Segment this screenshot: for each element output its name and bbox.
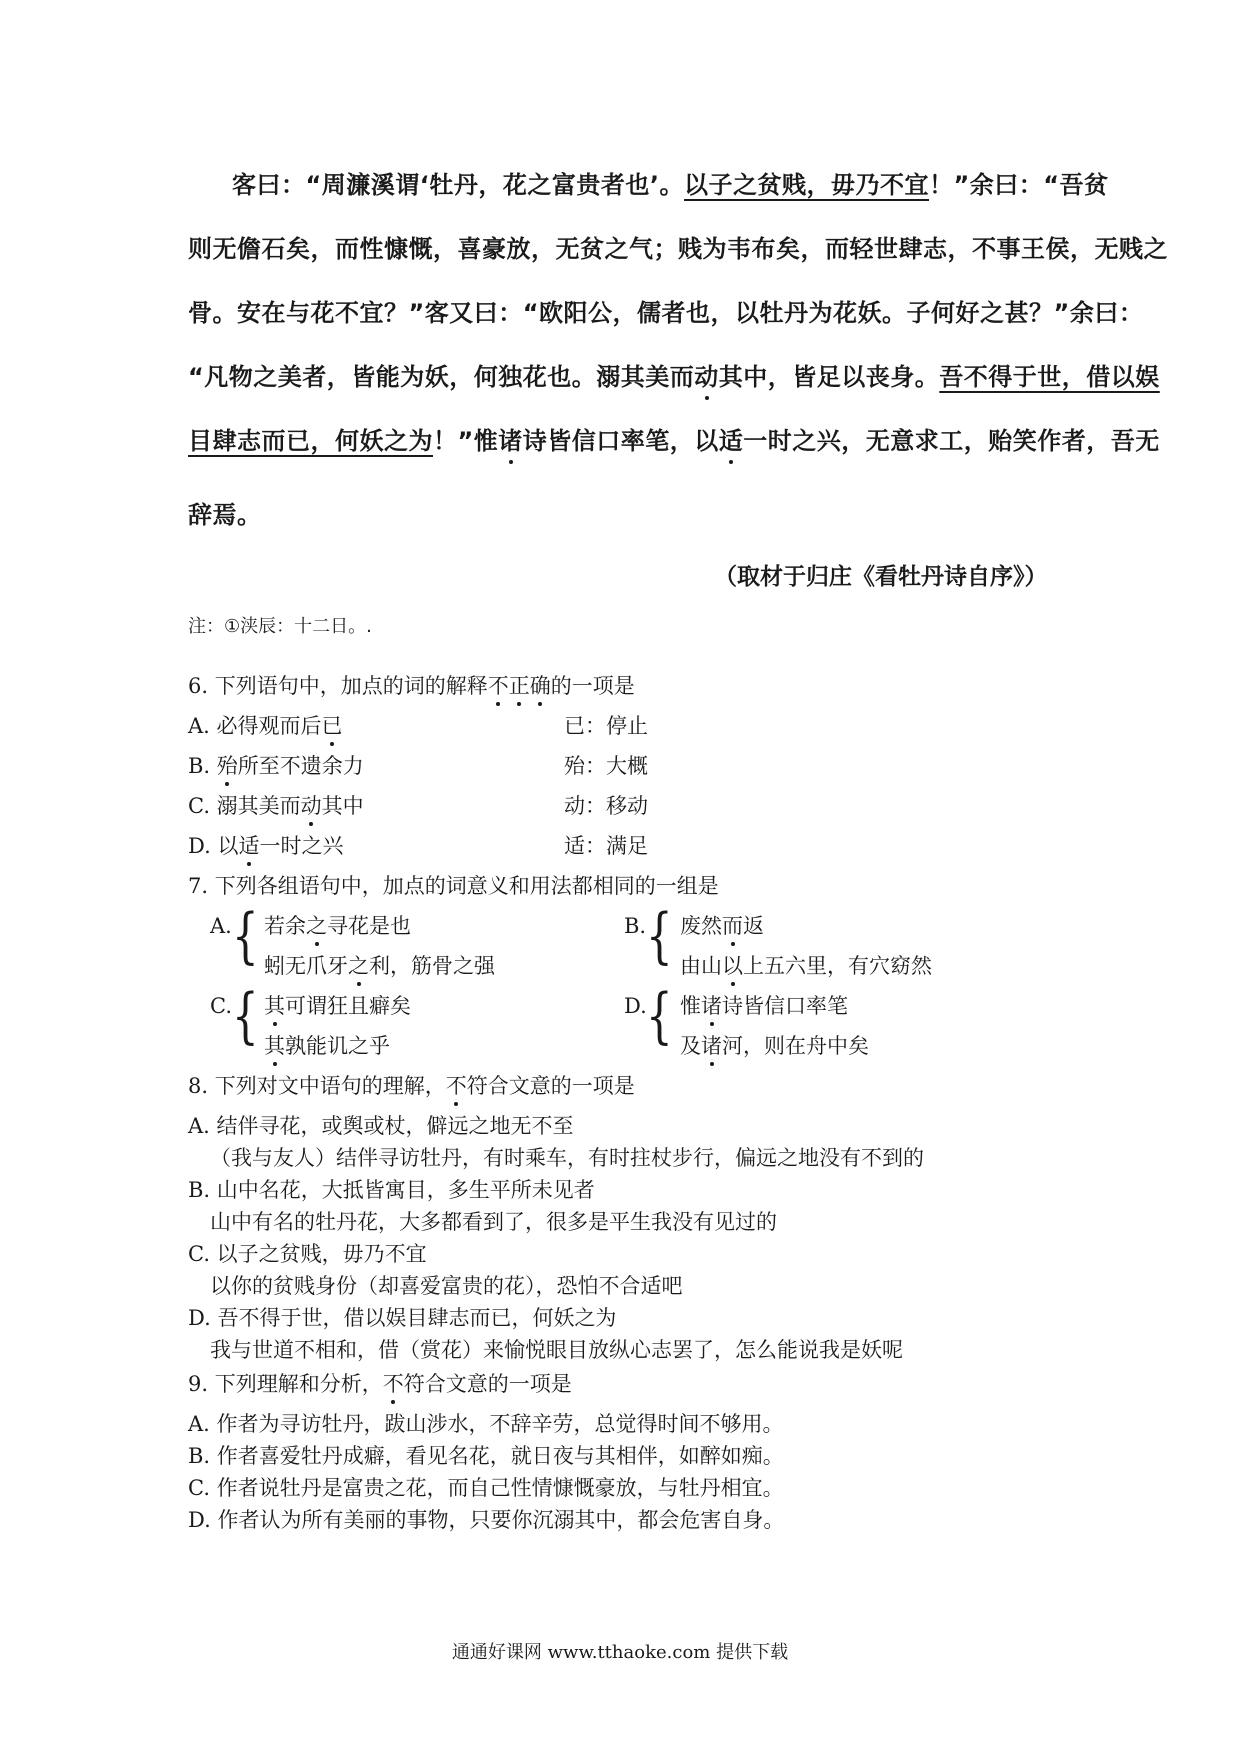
q8-option-b-translation: 山中有名的牡丹花，大多都看到了，很多是平生我没有见过的 xyxy=(210,1210,777,1234)
q9-option-b: B. 作者喜爱牡丹成癖，看见名花，就日夜与其相伴，如醉如痴。 xyxy=(188,1444,784,1468)
question-9-stem: 9. 下列理解和分析，不符合文意的一项是 xyxy=(188,1372,572,1396)
dotted-char: 动 xyxy=(694,360,719,394)
question-7-stem: 7. 下列各组语句中，加点的词意义和用法都相同的一组是 xyxy=(188,874,719,898)
q7-option-c-line1: 其可谓狂且癖矣 xyxy=(264,994,411,1018)
brace-icon: { xyxy=(232,981,259,1051)
footnote: 注：①浃辰：十二日。. xyxy=(188,616,372,637)
q6-option-b-explanation: 殆：大概 xyxy=(564,754,648,778)
q7-option-c-line2: 其孰能讥之乎 xyxy=(264,1034,390,1058)
underlined-sentence-2b: 目肆志而已，何妖之为 xyxy=(188,427,433,455)
dotted-char: 适 xyxy=(719,424,744,458)
page-footer: 通通好课网 www.tthaoke.com 提供下载 xyxy=(451,1642,789,1663)
q7-option-b-label: B. xyxy=(624,914,647,938)
passage-line-3: 骨。安在与花不宜？”客又曰：“欧阳公，儒者也，以牡丹为花妖。子何好之甚？”余曰： xyxy=(188,299,1144,327)
q6-option-c-explanation: 动：移动 xyxy=(564,794,648,818)
q7-option-b-line2: 由山以上五六里，有穴窈然 xyxy=(680,954,932,978)
q7-option-b-line1: 废然而返 xyxy=(680,914,764,938)
q7-option-d-line1: 惟诸诗皆信口率笔 xyxy=(680,994,848,1018)
passage-line-6: 辞焉。 xyxy=(188,501,262,529)
q8-option-c: C. 以子之贫贱，毋乃不宜 xyxy=(188,1242,427,1266)
question-8-stem: 8. 下列对文中语句的理解，不符合文意的一项是 xyxy=(188,1074,635,1098)
q6-option-d: D. 以适一时之兴 xyxy=(188,834,344,858)
q9-option-c: C. 作者说牡丹是富贵之花，而自己性情慷慨豪放，与牡丹相宜。 xyxy=(188,1476,784,1500)
q6-option-d-explanation: 适：满足 xyxy=(564,834,648,858)
question-6-stem: 6. 下列语句中，加点的词的解释不正确的一项是 xyxy=(188,674,635,698)
passage-line-2: 则无儋石矣，而性慷慨，喜豪放，无贫之气；贱为韦布矣，而轻世肆志，不事王侯，无贱之 xyxy=(188,235,1168,263)
dotted-char: 诸 xyxy=(498,424,523,458)
q8-option-d-translation: 我与世道不相和，借（赏花）来愉悦眼目放纵心志罢了，怎么能说我是妖呢 xyxy=(210,1338,903,1362)
brace-icon: { xyxy=(232,901,259,971)
q7-option-d-label: D. xyxy=(624,994,647,1018)
q9-option-a: A. 作者为寻访牡丹，跋山涉水，不辞辛劳，总觉得时间不够用。 xyxy=(188,1412,784,1436)
brace-icon: { xyxy=(646,901,673,971)
q7-option-a-line1: 若余之寻花是也 xyxy=(264,914,411,938)
passage-line-5: 目肆志而已，何妖之为！”惟诸诗皆信口率笔，以适一时之兴，无意求工，贻笑作者，吾无 xyxy=(188,424,1160,458)
brace-icon: { xyxy=(646,981,673,1051)
q7-option-a-line2: 蚓无爪牙之利，筋骨之强 xyxy=(264,954,495,978)
passage-line-4: “凡物之美者，皆能为妖，何独花也。溺其美而动其中，皆足以丧身。吾不得于世，借以娱 xyxy=(188,360,1160,394)
q8-option-d: D. 吾不得于世，借以娱目肆志而已，何妖之为 xyxy=(188,1306,617,1330)
q8-option-a: A. 结伴寻花，或舆或杖，僻远之地无不至 xyxy=(188,1114,574,1138)
q6-option-b: B. 殆所至不遗余力 xyxy=(188,754,364,778)
passage-source: （取材于归庄《看牡丹诗自序》） xyxy=(714,564,1048,590)
q8-option-c-translation: 以你的贫贱身份（却喜爱富贵的花），恐怕不合适吧 xyxy=(210,1274,683,1298)
passage-line-1: 客曰：“周濂溪谓‘牡丹，花之富贵者也’。以子之贫贱，毋乃不宜！”余曰：“吾贫 xyxy=(232,171,1109,199)
q8-option-b: B. 山中名花，大抵皆寓目，多生平所未见者 xyxy=(188,1178,595,1202)
q6-option-a-explanation: 已：停止 xyxy=(564,714,648,738)
q7-option-a-label: A. xyxy=(210,914,232,938)
underlined-sentence-1: 以子之贫贱，毋乃不宜 xyxy=(684,171,930,199)
q7-option-d-line2: 及诸河，则在舟中矣 xyxy=(680,1034,869,1058)
q7-option-c-label: C. xyxy=(210,994,232,1018)
q9-option-d: D. 作者认为所有美丽的事物，只要你沉溺其中，都会危害自身。 xyxy=(188,1508,785,1532)
q6-option-c: C. 溺其美而动其中 xyxy=(188,794,364,818)
underlined-sentence-2a: 吾不得于世，借以娱 xyxy=(939,363,1160,391)
q8-option-a-translation: （我与友人）结伴寻访牡丹，有时乘车，有时拄杖步行，偏远之地没有不到的 xyxy=(210,1146,924,1170)
q6-option-a: A. 必得观而后已 xyxy=(188,714,343,738)
